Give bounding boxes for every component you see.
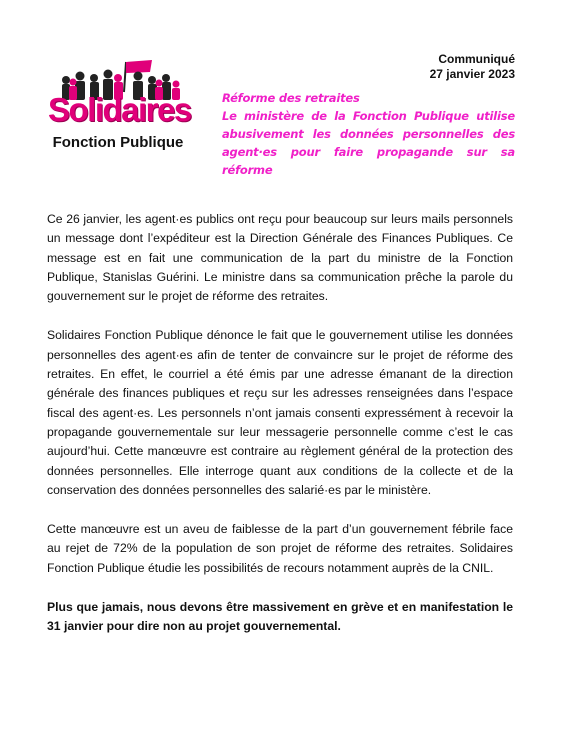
headline-text: Le ministère de la Fonction Publique utilise abusivement les données personnelles des agent·es pour faire propagande sur sa réforme: [222, 109, 515, 177]
doc-date: 27 janvier 2023: [429, 67, 515, 81]
doc-type: Communiqué: [438, 52, 515, 66]
paragraph-3: Cette manœuvre est un aveu de faiblesse de la part d’un gouvernement fébrile face au rejet de 72% de la population de son projet de réforme des retraites. Solidaires Fonction Publique étudie les possibilités de recours notamment auprès de la CNIL.: [47, 522, 513, 575]
headline: [222, 89, 515, 179]
paragraph-4-call-to-action: Plus que jamais, nous devons être massivement en grève et en manifestation le 31 janvier pour dire non au projet gouvernemental.: [47, 600, 513, 634]
document-meta: [430, 52, 515, 82]
paragraph-2: Solidaires Fonction Publique dénonce le fait que le gouvernement utilise les données personnelles des agent·es afin de tenter de convaincre sur le projet de réforme des retraites. En effet, le courriel a été émis par une adresse émanant de la direction générale des finances publiques et reçu sur les adresses renseignées dans l’espace fiscal des agent·es. Les personnels n’ont jamais consenti expressément à recevoir la propagande gouvernementale sur leur messagerie personnelle comme c’est le cas aujourd’hui. Cette manœuvre est contraire au règlement général de la protection des données personnelles. Elle interroge quant aux conditions de la collecte et de la conservation des données personnelles des salarié·es par le ministère.: [47, 328, 513, 497]
headline-title: Réforme des retraites: [222, 91, 360, 105]
logo-wordmark: Solidaires: [48, 91, 191, 128]
paragraph-1: Ce 26 janvier, les agent·es publics ont reçu pour beaucoup sur leurs mails personnels un message dont l’expéditeur est la Direction Générale des Finances Publiques. Ce message est en fait une communication de la part du ministre de la Fonction Publique, Stanislas Guérini. Le ministre dans sa communication prêche la parole du gouvernement sur le projet de réforme des retraites.: [47, 212, 513, 304]
solidaires-logo: [48, 58, 198, 158]
communique-body: [47, 210, 513, 657]
logo-subtitle: Fonction Publique: [52, 134, 184, 151]
